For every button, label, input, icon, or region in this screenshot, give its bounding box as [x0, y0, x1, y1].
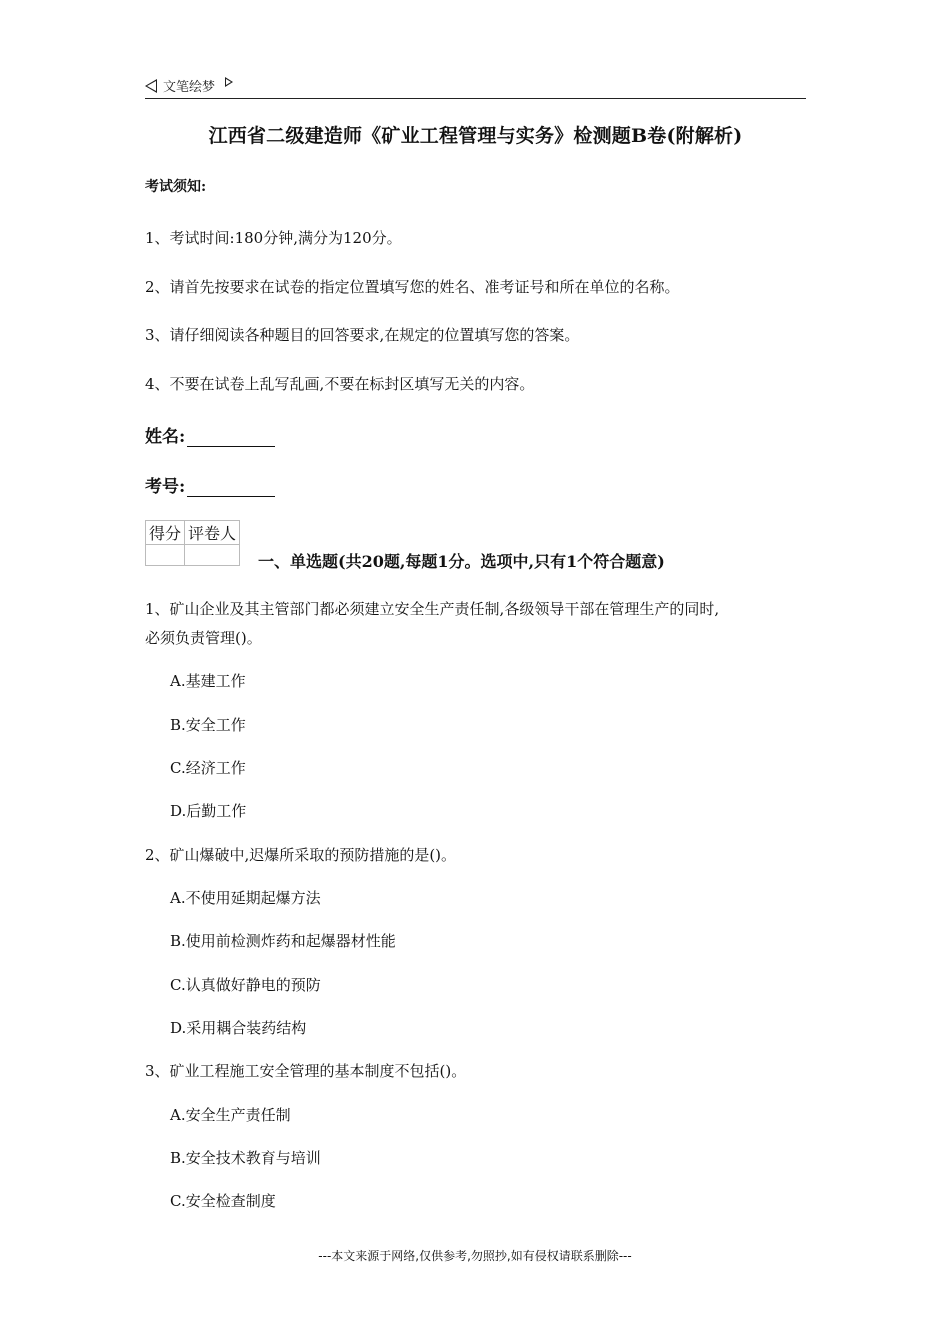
triangle-right-icon	[225, 77, 233, 87]
score-header: 得分	[146, 521, 185, 545]
question-stem-continued: 必须负责管理()。	[145, 629, 262, 647]
id-field	[145, 472, 275, 497]
option: B.使用前检测炸药和起爆器材性能	[170, 932, 396, 950]
question-stem: 2、矿山爆破中,迟爆所采取的预防措施的是()。	[145, 846, 457, 864]
option: C.安全检查制度	[170, 1192, 276, 1210]
option: C.经济工作	[170, 759, 246, 777]
notice-item: 1、考试时间:180分钟,满分为120分。	[145, 229, 402, 247]
triangle-left-icon	[145, 79, 157, 93]
option: C.认真做好静电的预防	[170, 976, 321, 994]
id-blank	[187, 478, 275, 497]
notice-item: 4、不要在试卷上乱写乱画,不要在标封区填写无关的内容。	[145, 375, 535, 393]
id-label: 考号:	[145, 477, 186, 497]
name-blank	[187, 428, 275, 447]
option: A.安全生产责任制	[170, 1106, 291, 1124]
page-title: 江西省二级建造师《矿业工程管理与实务》检测题B卷(附解析)	[208, 125, 743, 147]
name-field	[145, 422, 275, 447]
page-header	[145, 72, 806, 99]
notice-item: 2、请首先按要求在试卷的指定位置填写您的姓名、准考证号和所在单位的名称。	[145, 278, 680, 296]
section-title: 一、单选题(共20题,每题1分。选项中,只有1个符合题意)	[258, 552, 665, 571]
score-cell	[146, 545, 185, 566]
question-stem: 1、矿山企业及其主管部门都必须建立安全生产责任制,各级领导干部在管理生产的同时,	[145, 600, 720, 618]
brand-name: 文笔绘梦	[163, 80, 216, 95]
brand	[145, 76, 233, 95]
option: A.不使用延期起爆方法	[170, 889, 321, 907]
name-label: 姓名:	[145, 427, 186, 447]
option: B.安全工作	[170, 716, 246, 734]
score-table	[145, 520, 240, 566]
option: B.安全技术教育与培训	[170, 1149, 321, 1167]
footer-disclaimer: ---本文来源于网络,仅供参考,勿照抄,如有侵权请联系删除---	[318, 1249, 632, 1263]
question-stem: 3、矿业工程施工安全管理的基本制度不包括()。	[145, 1062, 467, 1080]
notice-heading: 考试须知:	[145, 179, 207, 195]
option: D.采用耦合装药结构	[170, 1019, 307, 1037]
notice-item: 3、请仔细阅读各种题目的回答要求,在规定的位置填写您的答案。	[145, 326, 580, 344]
grader-header: 评卷人	[185, 521, 240, 545]
grader-cell	[185, 545, 240, 566]
option: D.后勤工作	[170, 802, 247, 820]
option: A.基建工作	[170, 672, 246, 690]
